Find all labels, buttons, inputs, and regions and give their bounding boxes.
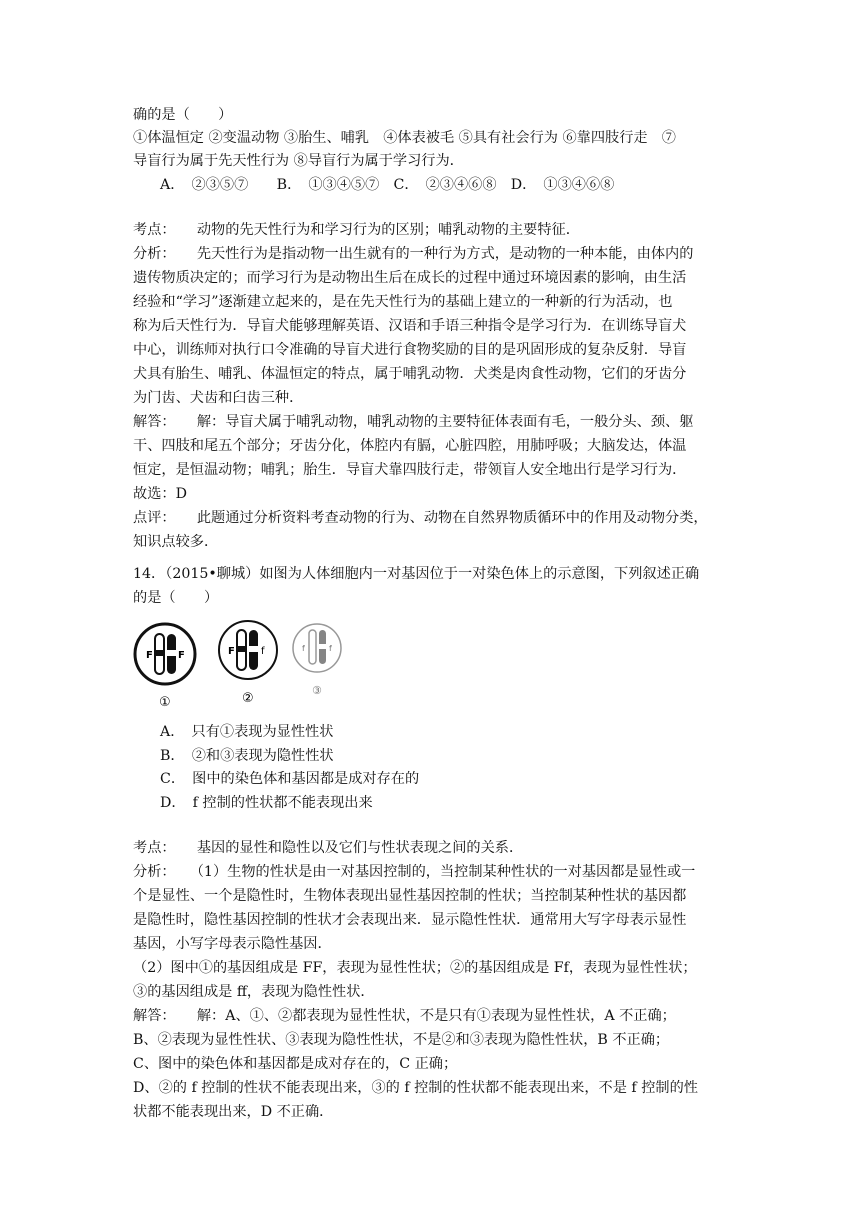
cell-3 xyxy=(293,624,341,697)
q13-fenxi-line: 称为后天性行为．导盲犬能够理解英语、汉语和手语三种指令是学习行为．在训练导盲犬 xyxy=(133,318,687,334)
q14-jieda-line: 状都不能表现出来，D 不正确． xyxy=(133,1104,334,1120)
cell-3-left-gene: f xyxy=(302,644,305,653)
q14-stem-line-1: 14．（2015•聊城）如图为人体细胞内一对基因位于一对染色体上的示意图，下列叙述正确 xyxy=(133,566,700,582)
q13-dianping-line: 点评： 此题通过分析资料考查动物的行为、动物在自然界物质循环中的作用及动物分类， xyxy=(133,510,708,526)
cell-2 xyxy=(219,621,277,706)
cell-3-right-gene: f xyxy=(329,644,332,653)
cell-1-right-gene: F xyxy=(178,650,185,661)
q13-fenxi-line: 遗传物质决定的；而学习行为是动物出生后在成长的过程中通过环境因素的影响，由生活 xyxy=(133,270,687,286)
q13-options: A． ②③⑤⑦ B． ①③④⑤⑦ C． ②③④⑥⑧ D． ①③④⑥⑧ xyxy=(160,177,615,193)
q14-fenxi-line: 是隐性时，隐性基因控制的性状才会表现出来．显示隐性性状．通常用大写字母表示显性 xyxy=(133,912,687,928)
cell-1 xyxy=(135,624,195,710)
cell-2-label: ② xyxy=(242,691,254,706)
cell-3-label: ③ xyxy=(312,684,322,697)
q14-stem-line-2: 的是（ ） xyxy=(133,590,219,606)
q13-dianping-line: 知识点较多． xyxy=(133,534,219,550)
q14-fenxi-line: 个是显性、一个是隐性时，生物体表现出显性基因控制的性状；当控制某种性状的基因都 xyxy=(133,888,687,904)
q14-fenxi-line: ③的基因组成是 ff，表现为隐性性状． xyxy=(133,984,375,1000)
q14-option-b: B． ②和③表现为隐性性状 xyxy=(160,748,334,764)
q13-answer: 故选：D xyxy=(133,486,187,502)
chromosome-figure xyxy=(133,612,343,712)
q14-jieda-line: B、②表现为显性性状、③表现为隐性性状，不是②和③表现为隐性性状，B 不正确； xyxy=(133,1032,670,1048)
q14-jieda-line: D、②的 f 控制的性状不能表现出来，③的 f 控制的性状都不能表现出来，不是 f 控制的性 xyxy=(133,1080,698,1096)
cell-2-left-gene: F xyxy=(228,646,235,657)
q14-kaodian: 考点： 基因的显性和隐性以及它们与性状表现之间的关系． xyxy=(133,840,524,856)
q14-option-c: C． 图中的染色体和基因都是成对存在的 xyxy=(160,771,420,787)
q13-kaodian: 考点： 动物的先天性行为和学习行为的区别；哺乳动物的主要特征． xyxy=(133,222,580,238)
q14-fenxi-line: 分析： （1）生物的性状是由一对基因控制的，当控制某种性状的一对基因都是显性或一 xyxy=(133,864,696,880)
q13-fenxi-line: 犬具有胎生、哺乳、体温恒定的特点，属于哺乳动物．犬类是肉食性动物，它们的牙齿分 xyxy=(133,366,687,382)
q14-option-d: D． f 控制的性状都不能表现出来 xyxy=(160,795,373,811)
q13-statements-line-1: ①体温恒定 ②变温动物 ③胎生、哺乳 ④体表被毛 ⑤具有社会行为 ⑥靠四肢行走 ⑦ xyxy=(133,130,676,146)
q13-statements-line-2: 导盲行为属于先天性行为 ⑧导盲行为属于学习行为． xyxy=(133,153,464,169)
q13-jieda-line: 恒定，是恒温动物；哺乳；胎生．导盲犬靠四肢行走，带领盲人安全地出行是学习行为． xyxy=(133,462,687,478)
cell-1-label: ① xyxy=(159,695,171,710)
q13-jieda-line: 干、四肢和尾五个部分；牙齿分化，体腔内有膈，心脏四腔，用肺呼吸；大脑发达，体温 xyxy=(133,438,687,454)
q13-fenxi-line: 分析： 先天性行为是指动物一出生就有的一种行为方式，是动物的一种本能，由体内的 xyxy=(133,246,694,262)
cell-1-left-gene: F xyxy=(146,650,153,661)
q13-stem-tail: 确的是（ ） xyxy=(133,107,233,123)
q14-option-a: A． 只有①表现为显性性状 xyxy=(160,724,334,740)
q14-fenxi-line: 基因，小写字母表示隐性基因． xyxy=(133,936,332,952)
q13-fenxi-line: 经验和“学习”逐渐建立起来的，是在先天性行为的基础上建立的一种新的行为活动，也 xyxy=(133,294,673,310)
q13-fenxi-line: 为门齿、犬齿和臼齿三种． xyxy=(133,390,304,406)
q14-fenxi-line: （2）图中①的基因组成是 FF，表现为显性性状；②的基因组成是 Ff，表现为显性性状； xyxy=(133,960,697,976)
q13-jieda-line: 解答： 解：导盲犬属于哺乳动物，哺乳动物的主要特征体表面有毛，一般分头、颈、躯 xyxy=(133,414,694,430)
q14-jieda-line: 解答： 解：A、①、②都表现为显性性状，不是只有①表现为显性性状，A 不正确； xyxy=(133,1008,676,1024)
q13-fenxi-line: 中心，训练师对执行口令准确的导盲犬进行食物奖励的目的是巩固形成的复杂反射．导盲 xyxy=(133,342,687,358)
q14-jieda-line: C、图中的染色体和基因都是成对存在的，C 正确； xyxy=(133,1056,458,1072)
cell-2-right-gene: f xyxy=(261,646,265,657)
